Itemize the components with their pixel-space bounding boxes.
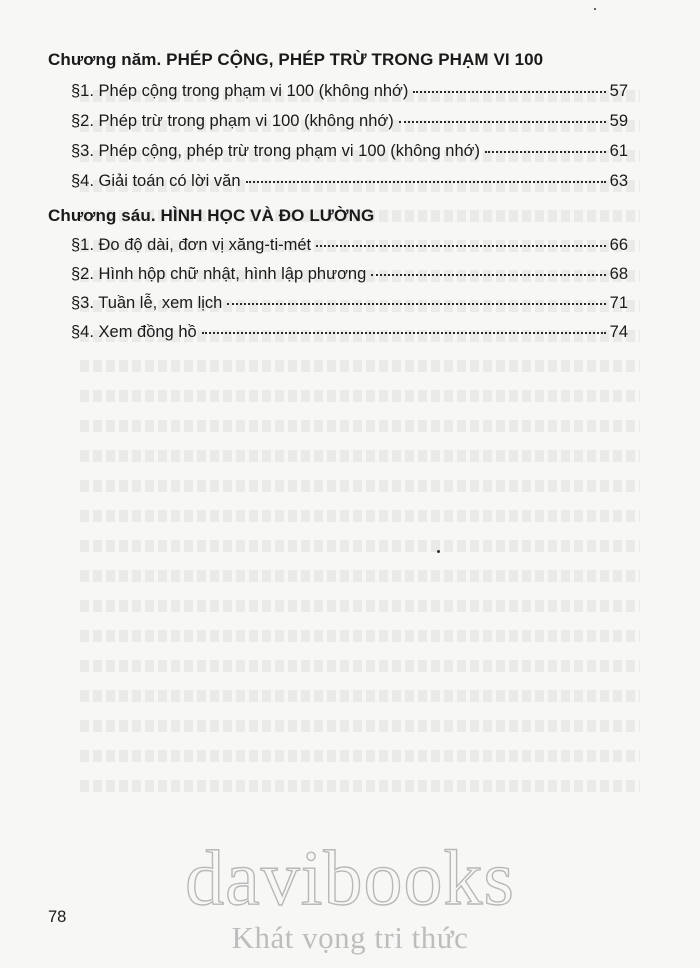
toc-entry-label: §1. Phép cộng trong phạm vi 100 (không nhớ) [71, 82, 409, 100]
toc-entry-page: 57 [609, 82, 628, 100]
toc-entry-page: 63 [609, 172, 628, 190]
toc-entry [71, 142, 628, 161]
speck-mark [594, 8, 596, 10]
page-number: 78 [48, 908, 67, 926]
toc-entry-label: §1. Đo độ dài, đơn vị xăng-ti-mét [71, 236, 312, 254]
watermark-brand: davibooks [185, 834, 515, 921]
toc-entry-page: 68 [609, 265, 628, 283]
toc-entry-page: 74 [609, 323, 628, 341]
chapter-heading [48, 206, 374, 226]
toc-entry-label: §3. Tuần lễ, xem lịch [71, 294, 223, 312]
chapter-title: Chương năm. PHÉP CỘNG, PHÉP TRỪ TRONG PHẠM VI 100 [48, 50, 544, 69]
dot-leader [399, 121, 606, 123]
chapter-heading [48, 50, 543, 70]
toc-entry-label: §4. Giải toán có lời văn [71, 172, 241, 190]
toc-entry [71, 294, 628, 313]
toc-entry-page: 66 [609, 236, 628, 254]
toc-entry [71, 82, 628, 101]
toc-entry [71, 112, 628, 131]
toc-entry-label: §2. Phép trừ trong phạm vi 100 (không nhớ) [71, 112, 394, 130]
toc-entry-label: §2. Hình hộp chữ nhật, hình lập phương [71, 265, 367, 283]
toc-entry [71, 265, 628, 284]
toc-entry-label: §4. Xem đồng hồ [71, 323, 197, 341]
dot-leader [227, 303, 605, 305]
toc-entry [71, 172, 628, 191]
dot-leader [413, 91, 605, 93]
watermark-slogan: Khát vọng tri thức [231, 920, 469, 955]
chapter-title: Chương sáu. HÌNH HỌC VÀ ĐO LƯỜNG [48, 206, 375, 225]
toc-entry-label: §3. Phép cộng, phép trừ trong phạm vi 100 (không nhớ) [71, 142, 480, 160]
dot-leader [316, 245, 606, 247]
speck-mark [437, 550, 440, 553]
toc-entry-page: 61 [609, 142, 628, 160]
toc-entry-page: 59 [609, 112, 628, 130]
dot-leader [371, 274, 605, 276]
toc-entry-page: 71 [609, 294, 628, 312]
toc-entry [71, 236, 628, 255]
toc-entry [71, 323, 628, 342]
watermark [150, 836, 550, 956]
dot-leader [485, 151, 606, 153]
dot-leader [246, 181, 606, 183]
dot-leader [202, 332, 606, 334]
